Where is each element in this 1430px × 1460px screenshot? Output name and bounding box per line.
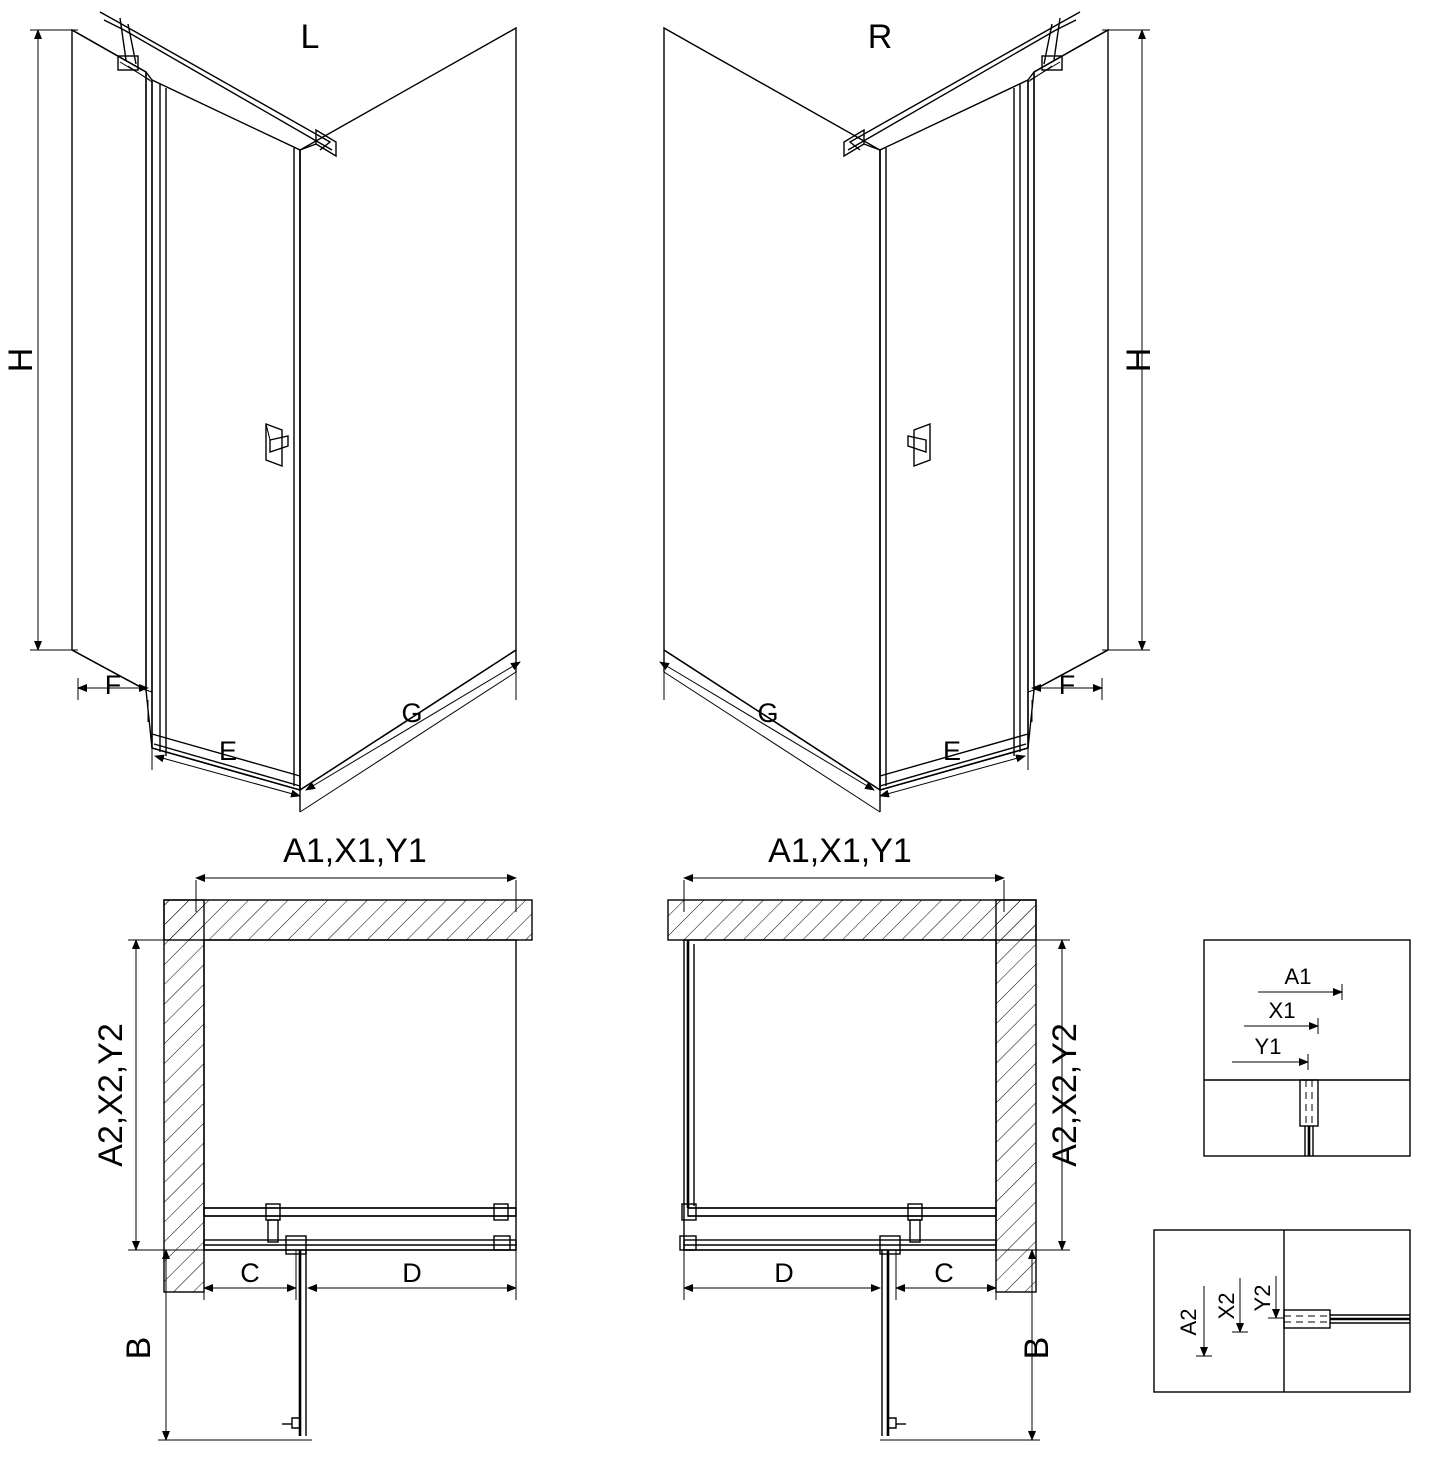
plan-right-side-dim-label: A2,X2,Y2: [1046, 1023, 1084, 1167]
title-right-version: R: [867, 18, 893, 56]
plan-left-side-dim-label: A2,X2,Y2: [92, 1023, 130, 1167]
plan-left-dim-c-label: C: [240, 1258, 260, 1288]
detail-top-right: [1204, 940, 1410, 1156]
detail-bottom-dim-x2: X2: [1214, 1292, 1239, 1320]
iso-view-right: [660, 12, 1158, 812]
detail-top-dim-y1: Y1: [1254, 1034, 1282, 1059]
detail-top-dim-a1: A1: [1284, 964, 1312, 989]
label-side-g-left: G: [401, 698, 423, 728]
detail-bottom-dim-y2: Y2: [1250, 1284, 1275, 1312]
plan-right-top-dim-label: A1,X1,Y1: [768, 832, 912, 870]
label-height-left: H: [2, 347, 40, 373]
label-door-e-right: E: [942, 736, 962, 766]
detail-bottom-dim-a2: A2: [1176, 1308, 1201, 1336]
detail-top-dim-x1: X1: [1268, 998, 1296, 1023]
plan-view-right: [668, 832, 1084, 1440]
plan-left-top-dim-label: A1,X1,Y1: [283, 832, 427, 870]
plan-right-swing-dim-label: B: [1018, 1336, 1056, 1360]
label-height-right: H: [1120, 347, 1158, 373]
iso-view-left: [2, 12, 520, 812]
label-side-g-right: G: [757, 698, 779, 728]
plan-left-dim-d-label: D: [402, 1258, 422, 1288]
plan-left-swing-dim-label: B: [120, 1336, 158, 1360]
plan-view-left: [92, 832, 532, 1440]
label-panel-f-left: F: [104, 670, 122, 700]
detail-bottom-right: [1154, 1230, 1410, 1392]
label-door-e-left: E: [218, 736, 238, 766]
label-panel-f-right: F: [1058, 670, 1076, 700]
plan-right-dim-c-label: C: [934, 1258, 954, 1288]
title-left-version: L: [300, 18, 320, 56]
plan-right-dim-d-label: D: [774, 1258, 794, 1288]
